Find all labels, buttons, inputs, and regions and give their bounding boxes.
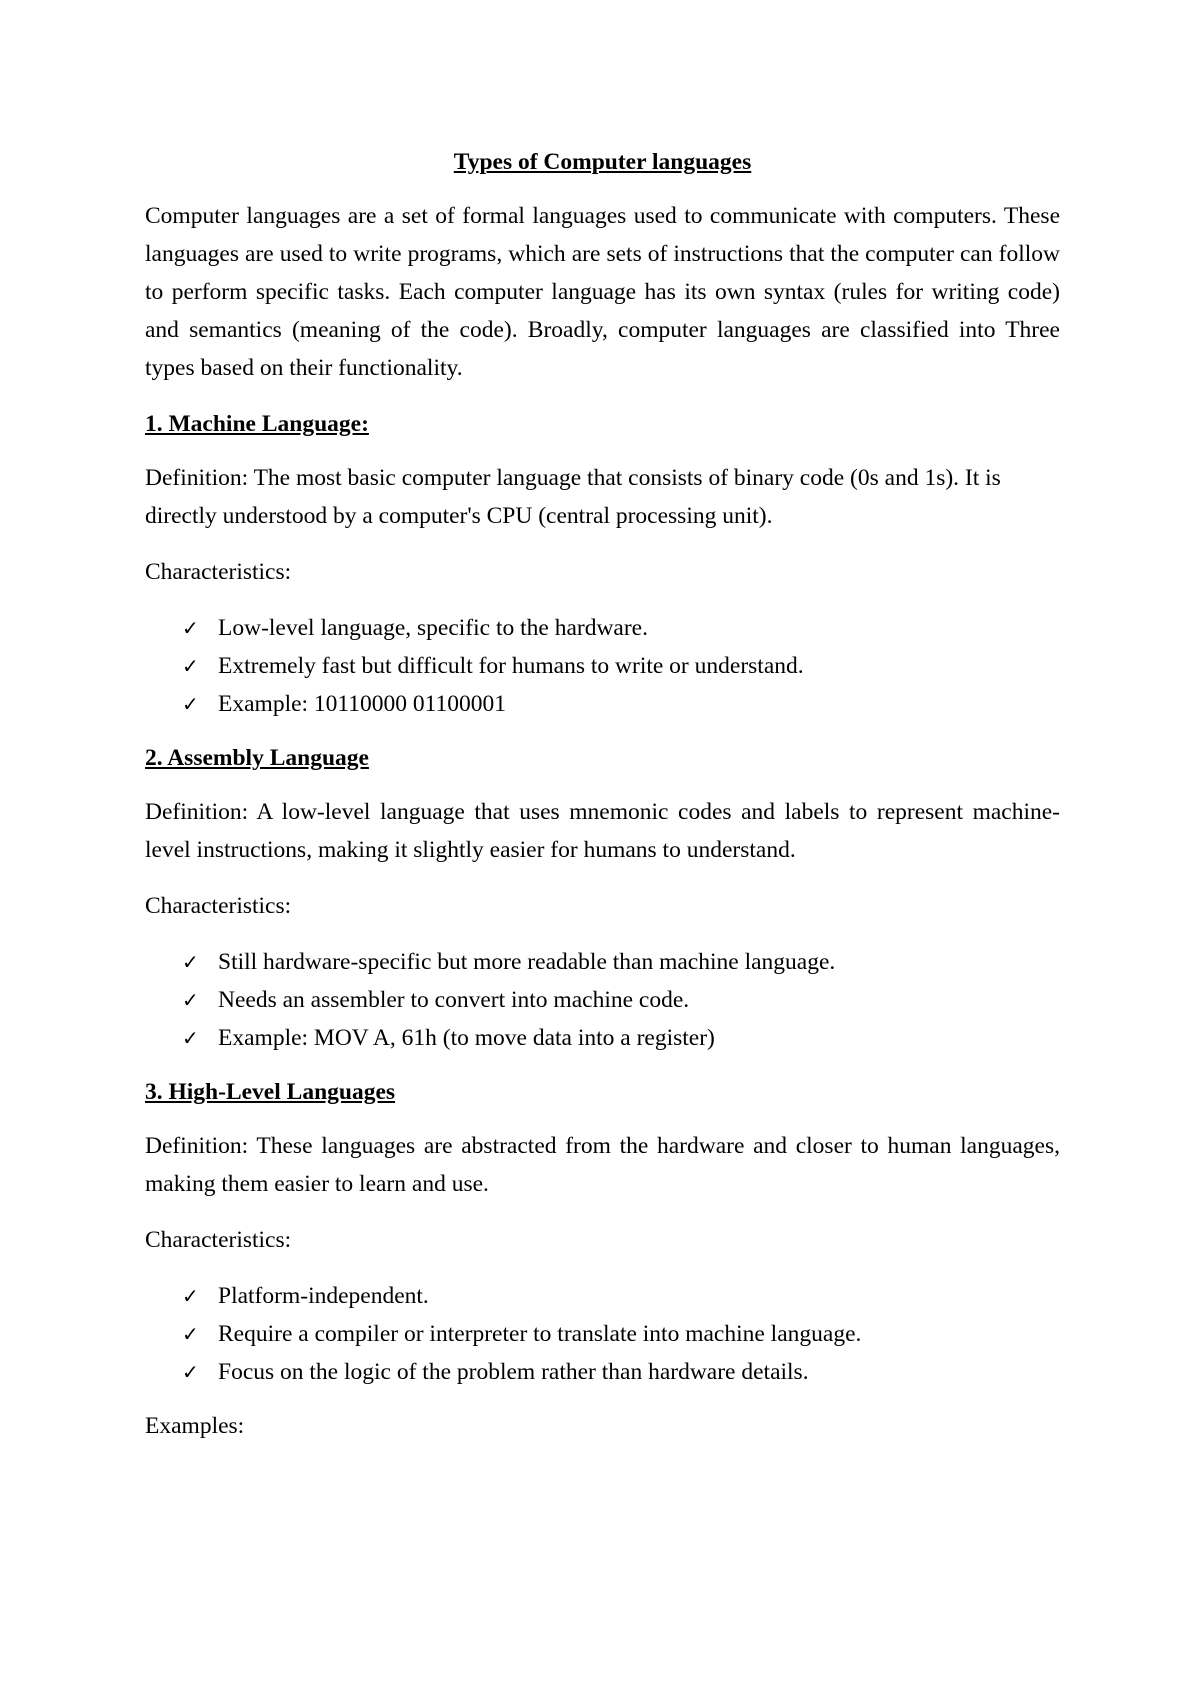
- check-icon: ✓: [182, 1026, 199, 1050]
- section-heading-assembly-language: 2. Assembly Language: [145, 745, 369, 771]
- list-item-text: Example: MOV A, 61h (to move data into a register): [218, 1025, 715, 1051]
- list-item: [145, 943, 1060, 981]
- list-item: [145, 685, 1060, 723]
- list-item-text: Require a compiler or interpreter to translate into machine language.: [218, 1321, 862, 1347]
- list-item: [145, 609, 1060, 647]
- definition-high-level-languages: Definition: These languages are abstracted from the hardware and closer to human languages, making them easier to learn and use.: [145, 1133, 1060, 1197]
- list-item: [145, 1277, 1060, 1315]
- list-item: [145, 1315, 1060, 1353]
- list-item: [145, 647, 1060, 685]
- characteristics-label-high-level-languages: Characteristics:: [145, 1227, 292, 1253]
- check-icon: ✓: [182, 988, 199, 1012]
- examples-label: Examples:: [145, 1413, 245, 1439]
- characteristics-list-machine-language: [145, 609, 1060, 723]
- list-item: [145, 1019, 1060, 1057]
- list-item-text: Example: 10110000 01100001: [218, 691, 507, 717]
- characteristics-label-assembly-language: Characteristics:: [145, 893, 292, 919]
- definition-assembly-language: Definition: A low-level language that uses mnemonic codes and labels to represent machine-level instructions, making it slightly easier for humans to understand.: [145, 799, 1060, 863]
- check-icon: ✓: [182, 1360, 199, 1384]
- list-item-text: Needs an assembler to convert into machine code.: [218, 987, 690, 1013]
- check-icon: ✓: [182, 950, 199, 974]
- intro-paragraph: Computer languages are a set of formal languages used to communicate with computers. These languages are used to write programs, which are sets of instructions that the computer can follow to perform specific tasks. Each computer language has its own syntax (rules for writing code) and semantics (meaning of the code). Broadly, computer languages are classified into Three types based on their functionality.: [145, 203, 1060, 381]
- list-item: [145, 1353, 1060, 1391]
- section-heading-high-level-languages: 3. High-Level Languages: [145, 1079, 396, 1105]
- check-icon: ✓: [182, 692, 199, 716]
- check-icon: ✓: [182, 616, 199, 640]
- characteristics-label-machine-language: Characteristics:: [145, 559, 292, 585]
- list-item-text: Platform-independent.: [218, 1283, 429, 1309]
- document-title: Types of Computer languages: [453, 149, 752, 175]
- check-icon: ✓: [182, 1322, 199, 1346]
- section-heading-machine-language: 1. Machine Language:: [145, 411, 369, 437]
- definition-machine-language: Definition: The most basic computer language that consists of binary code (0s and 1s). It is directly understood by a computer's CPU (central processing unit).: [145, 465, 1001, 529]
- check-icon: ✓: [182, 654, 199, 678]
- list-item-text: Focus on the logic of the problem rather than hardware details.: [218, 1359, 809, 1385]
- list-item-text: Low-level language, specific to the hardware.: [218, 615, 648, 641]
- document-body: [145, 143, 1060, 1463]
- list-item: [145, 981, 1060, 1019]
- characteristics-list-assembly-language: [145, 943, 1060, 1057]
- check-icon: ✓: [182, 1284, 199, 1308]
- list-item-text: Extremely fast but difficult for humans to write or understand.: [218, 653, 804, 679]
- list-item-text: Still hardware-specific but more readable than machine language.: [218, 949, 836, 975]
- characteristics-list-high-level-languages: [145, 1277, 1060, 1391]
